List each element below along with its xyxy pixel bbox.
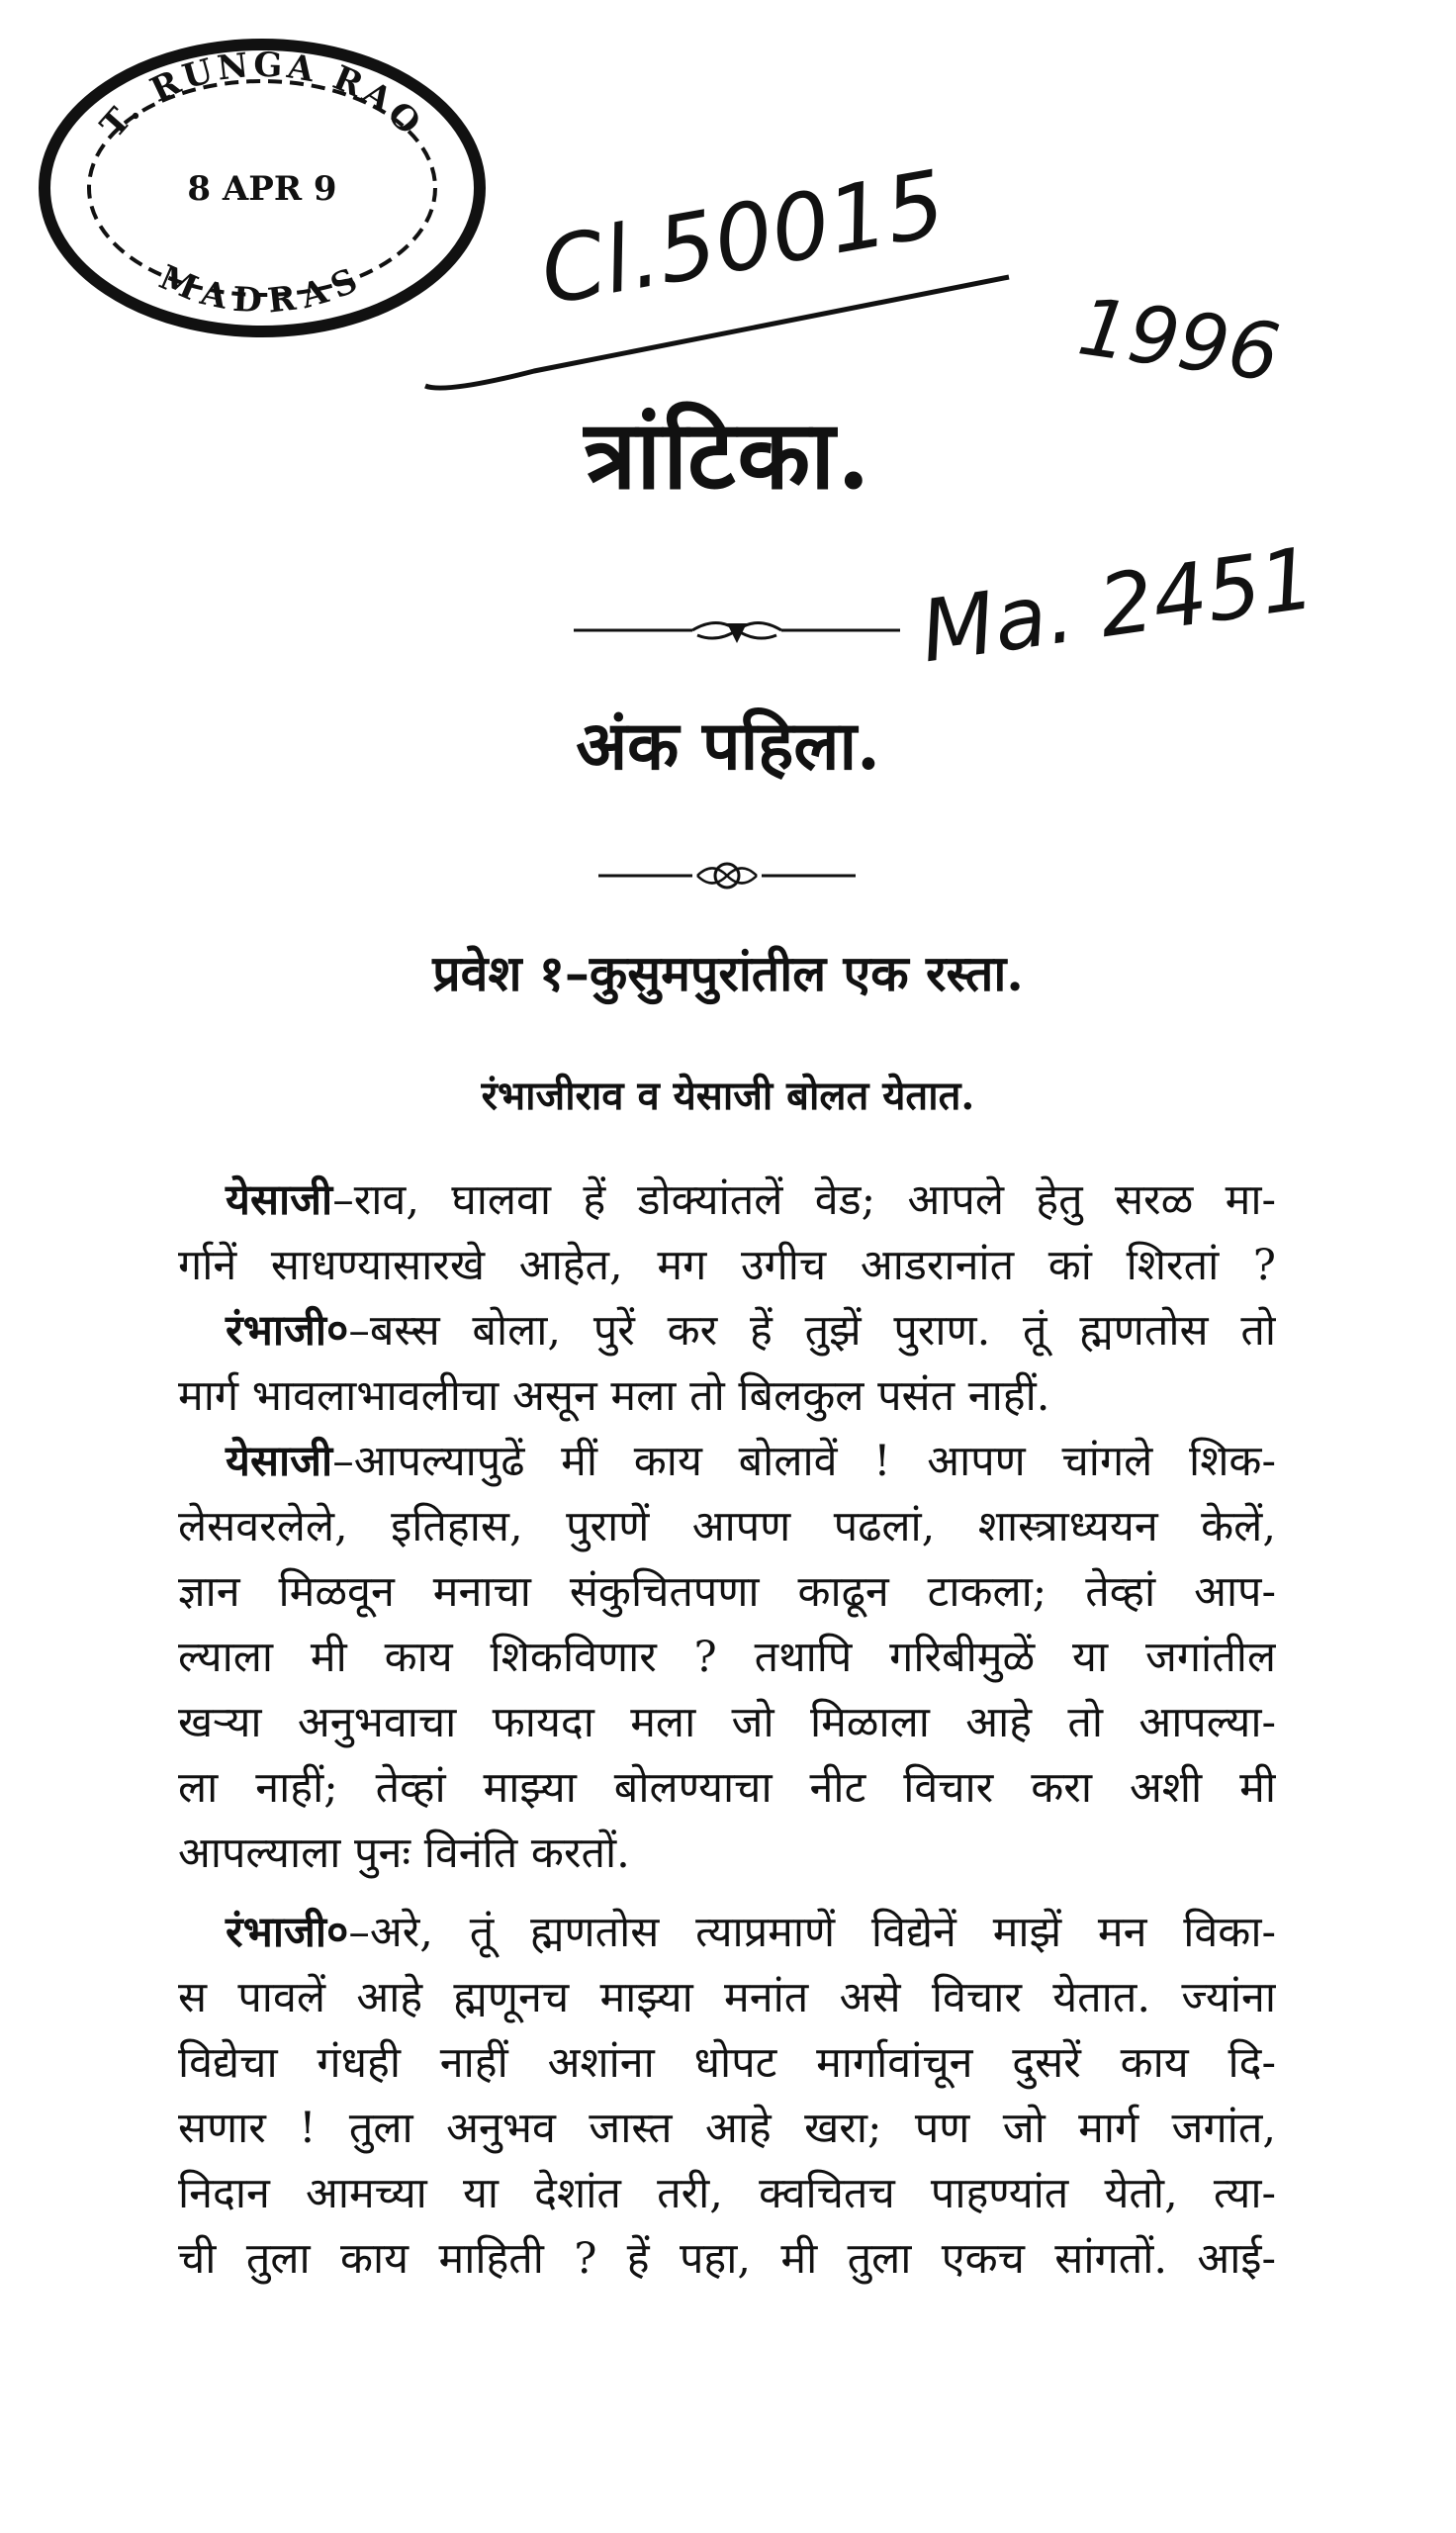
- text-line: [178, 1821, 1276, 1886]
- text-line: [178, 1429, 1276, 1494]
- stamp-date: 8 APR 9: [187, 169, 337, 209]
- line-text: ची तुला काय माहिती ? हें पहा, मी तुला एकच सांगतों. आई-: [178, 2234, 1276, 2284]
- line-text: खऱ्या अनुभवाचा फायदा मला जो मिळाला आहे तो आपल्या-: [178, 1698, 1276, 1747]
- page-title: त्रांटिका.: [584, 399, 872, 511]
- text-line: [178, 2096, 1276, 2161]
- line-text: –राव, घालवा हें डोक्यांतलें वेड; आपले हेतु सरळ मा-: [332, 1175, 1276, 1225]
- line-text: विद्येचा गंधही नाहीं अशांना धोपट मार्गावांचून दुसरें काय दि-: [178, 2038, 1276, 2088]
- line-text: –आपल्यापुढें मीं काय बोलावें ! आपण चांगले शिक-: [332, 1437, 1276, 1486]
- year-annotation: 1996: [1072, 280, 1286, 400]
- text-line: [178, 1900, 1276, 1965]
- text-line: [178, 1233, 1276, 1298]
- text-line: [178, 1965, 1276, 2030]
- accession-number: Cl.50015: [532, 150, 953, 326]
- svg-text:T. RUNGA RAO: [93, 46, 430, 146]
- line-text: ल्याला मी काय शिकविणार ? तथापि गरिबीमुळें या जगांतील: [178, 1633, 1276, 1682]
- line-text: –अरे, तूं ह्मणतोस त्याप्रमाणें विद्येनें माझें मन विका-: [348, 1908, 1276, 1957]
- speaker-name: येसाजी: [226, 1437, 333, 1486]
- text-line: [178, 2161, 1276, 2226]
- line-text: निदान आमच्या या देशांत तरी, क्वचितच पाहण्यांत येतो, त्या-: [178, 2169, 1276, 2218]
- line-text: सणार ! तुला अनुभव जास्त आहे खरा; पण जो मार्ग जगांत,: [178, 2104, 1276, 2153]
- line-text: मार्ग भावलाभावलीचा असून मला तो बिलकुल पसंत नाहीं.: [178, 1371, 1050, 1421]
- line-text: –बस्स बोला, पुरें कर हें तुझें पुराण. तूं ह्मणतोस तो: [348, 1306, 1276, 1356]
- ornament-divider-small: [598, 856, 856, 895]
- text-line: [178, 1755, 1276, 1821]
- speaker-name: रंभाजी०: [226, 1306, 349, 1356]
- line-text: आपल्याला पुनः विनंति करतों.: [178, 1829, 630, 1878]
- text-line: [178, 1494, 1276, 1559]
- svg-text:MADRAS: [153, 257, 371, 321]
- speaker-name: रंभाजी०: [226, 1908, 349, 1957]
- ornament-divider: [574, 604, 900, 653]
- text-line: [178, 1298, 1276, 1363]
- text-line: [178, 1690, 1276, 1755]
- line-text: ला नाहीं; तेव्हां माझ्या बोलण्याचा नीट विचार करा अशी मी: [178, 1763, 1276, 1813]
- handwritten-underline: [415, 267, 1029, 396]
- text-line: [178, 1625, 1276, 1690]
- dialogue-body: [178, 1168, 1276, 2292]
- line-text: ज्ञान मिळवून मनाचा संकुचितपणा काढून टाकला; तेव्हां आप-: [178, 1567, 1276, 1617]
- text-line: [178, 1559, 1276, 1625]
- line-text: स पावलें आहे ह्मणूनच माझ्या मनांत असे विचार येतात. ज्यांना: [178, 1973, 1276, 2022]
- library-stamp: [30, 30, 495, 346]
- text-line: [178, 1168, 1276, 1233]
- stamp-top-text: T. RUNGA RAO: [93, 45, 431, 146]
- scene-heading: प्रवेश १–कुसुमपुरांतील एक रस्ता.: [432, 944, 1024, 1002]
- text-line: [178, 2226, 1276, 2292]
- act-heading: अंक पहिला.: [576, 706, 880, 786]
- speaker-name: येसाजी: [226, 1175, 333, 1225]
- stage-direction: रंभाजीराव व येसाजी बोलत येतात.: [481, 1073, 975, 1119]
- text-line: [178, 2030, 1276, 2096]
- text-line: [178, 1363, 1276, 1429]
- stamp-bottom-text: MADRAS: [153, 257, 371, 322]
- line-text: लेसवरलेले, इतिहास, पुराणें आपण पढलां, शास्त्राध्ययन केलें,: [178, 1502, 1276, 1551]
- catalog-number: Ma. 2451: [914, 528, 1321, 683]
- line-text: र्गानें साधण्यासारखे आहेत, मग उगीच आडरानांत कां शिरतां ?: [178, 1241, 1276, 1290]
